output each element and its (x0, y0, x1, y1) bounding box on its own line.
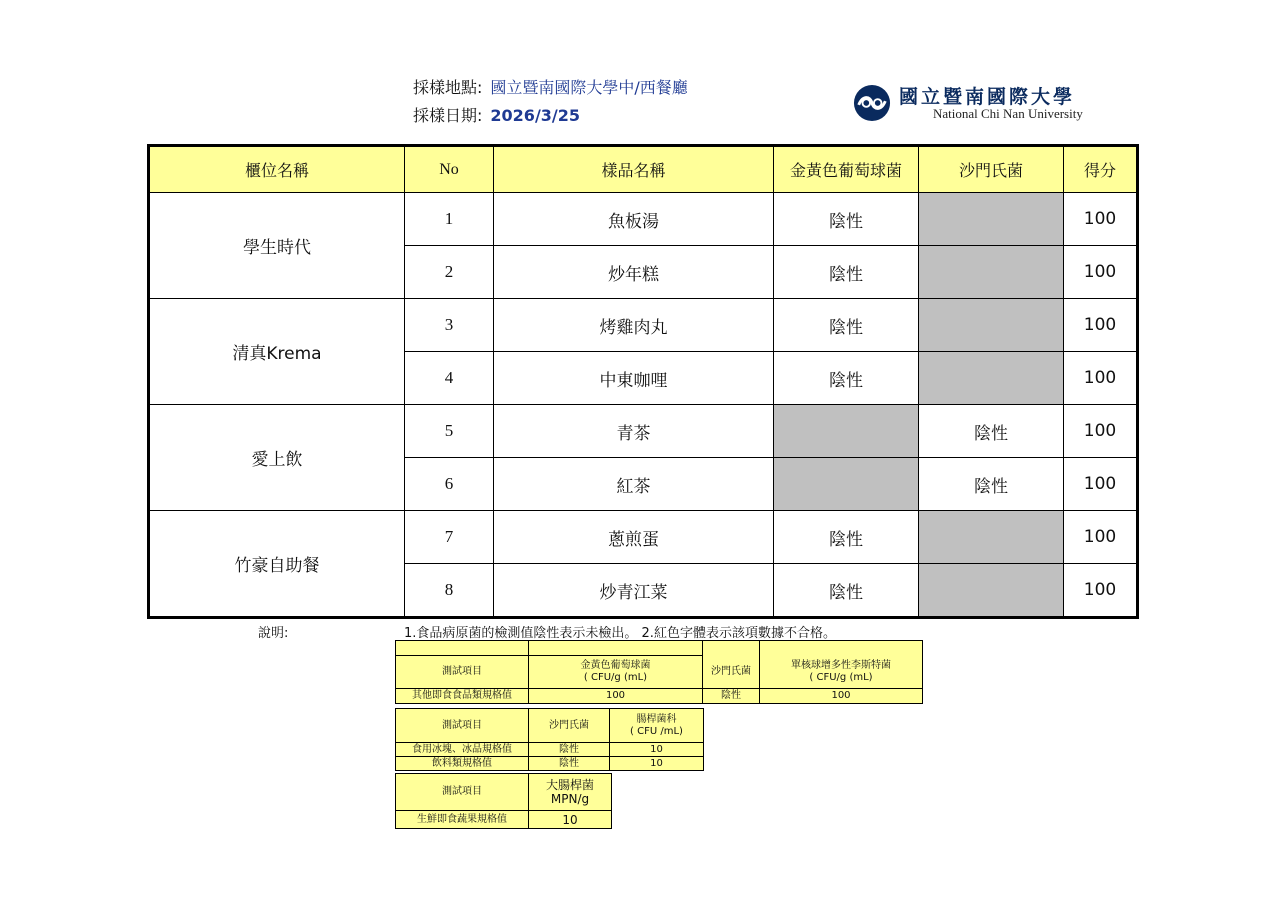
header-salmonella: 沙門氏菌 (919, 146, 1064, 193)
sample-no: 3 (405, 299, 494, 352)
salmonella-result: 陰性 (919, 405, 1064, 458)
sample-no: 1 (405, 193, 494, 246)
salmonella-result (919, 193, 1064, 246)
spec3-col-ecoli-unit: MPN/g (550, 792, 590, 806)
spec2-coliform-value: 10 (610, 743, 704, 757)
staph-result (774, 458, 919, 511)
spec1-staph-value: 100 (529, 689, 703, 704)
sample-no: 6 (405, 458, 494, 511)
spec1-blank (703, 641, 760, 656)
table-row (149, 299, 1138, 352)
spec1-row-label: 其他即食食品類規格值 (396, 689, 529, 704)
spec1-col-staph-unit: ( CFU/g (mL) (583, 672, 648, 683)
sampling-location (413, 75, 688, 98)
spec1-col-listeria-name: 單核球增多性李斯特菌 (791, 659, 891, 671)
sample-no: 7 (405, 511, 494, 564)
spec2-col-coliform-name: 腸桿菌科 (636, 713, 677, 725)
spec1-listeria-value: 100 (760, 689, 923, 704)
spec2-salmonella-value: 陰性 (529, 743, 610, 757)
salmonella-result (919, 564, 1064, 618)
score: 100 (1064, 246, 1138, 299)
sample-name: 紅茶 (494, 458, 774, 511)
spec3-value-row (396, 811, 612, 829)
salmonella-result (919, 246, 1064, 299)
spec3-header-row (396, 774, 612, 811)
sampling-location-label: 採樣地點: (413, 78, 483, 97)
sample-no: 2 (405, 246, 494, 299)
salmonella-result: 陰性 (919, 458, 1064, 511)
staph-result: 陰性 (774, 511, 919, 564)
sample-no: 5 (405, 405, 494, 458)
staph-result: 陰性 (774, 246, 919, 299)
sample-name: 烤雞肉丸 (494, 299, 774, 352)
staph-result: 陰性 (774, 352, 919, 405)
header-stall: 櫃位名稱 (149, 146, 405, 193)
spec1-value-row (396, 689, 923, 704)
spec1-col-staph (529, 656, 703, 689)
university-name-en: National Chi Nan University (933, 106, 1083, 121)
spec2-salmonella-value: 陰性 (529, 757, 610, 771)
university-name-cn: 國立暨南國際大學 (899, 86, 1076, 108)
spec3-col-ecoli (529, 774, 612, 811)
stall-name: 學生時代 (149, 193, 405, 299)
stall-name: 愛上飲 (149, 405, 405, 511)
spec3-test-item: 測試項目 (396, 774, 529, 811)
staph-result: 陰性 (774, 193, 919, 246)
spec2-row-label: 飲料類規格值 (396, 757, 529, 771)
sample-name: 蔥煎蛋 (494, 511, 774, 564)
salmonella-result (919, 352, 1064, 405)
score: 100 (1064, 564, 1138, 618)
staph-result (774, 405, 919, 458)
spec1-salmonella-value: 陰性 (703, 689, 760, 704)
spec1-top-row (396, 641, 923, 656)
spec-table-ice-beverage (395, 708, 704, 771)
spec1-col-salmonella: 沙門氏菌 (703, 656, 760, 689)
spec2-col-coliform-unit: ( CFU /mL) (630, 725, 683, 737)
header-sample: 樣品名稱 (494, 146, 774, 193)
spec1-col-staph-name: 金黃色葡萄球菌 (580, 660, 651, 671)
university-emblem-icon (853, 84, 891, 122)
spec2-col-salmonella: 沙門氏菌 (529, 709, 610, 743)
spec1-col-listeria (760, 656, 923, 689)
staph-result: 陰性 (774, 299, 919, 352)
sampling-date-label: 採樣日期: (413, 106, 483, 125)
results-table (147, 144, 1139, 619)
sample-name: 中東咖哩 (494, 352, 774, 405)
sample-name: 魚板湯 (494, 193, 774, 246)
spec1-blank (760, 641, 923, 656)
table-row (396, 743, 704, 757)
spec2-header-row (396, 709, 704, 743)
salmonella-result (919, 511, 1064, 564)
sample-no: 4 (405, 352, 494, 405)
score: 100 (1064, 352, 1138, 405)
spec2-row-label: 食用冰塊、冰品規格值 (396, 743, 529, 757)
spec2-coliform-value: 10 (610, 757, 704, 771)
spec1-header-row (396, 656, 923, 689)
salmonella-result (919, 299, 1064, 352)
stall-name: 竹豪自助餐 (149, 511, 405, 618)
sample-name: 炒年糕 (494, 246, 774, 299)
stall-name: 清真Krema (149, 299, 405, 405)
table-row (149, 193, 1138, 246)
note-text: 1.食品病原菌的檢測值陰性表示未檢出。 2.紅色字體表示該項數據不合格。 (404, 626, 836, 641)
spec-table-ready-to-eat (395, 640, 923, 704)
header-no: No (405, 146, 494, 193)
sampling-location-value: 國立暨南國際大學中/西餐廳 (490, 78, 688, 97)
header-staph: 金黃色葡萄球菌 (774, 146, 919, 193)
spec1-blank (396, 641, 529, 656)
spec2-col-coliform (610, 709, 704, 743)
score: 100 (1064, 405, 1138, 458)
score: 100 (1064, 299, 1138, 352)
results-header-row (149, 146, 1138, 193)
spec2-test-item: 測試項目 (396, 709, 529, 743)
spec1-blank (529, 641, 703, 656)
spec1-test-item: 測試項目 (396, 656, 529, 689)
sample-no: 8 (405, 564, 494, 618)
university-logo (853, 82, 1103, 124)
sample-name: 青茶 (494, 405, 774, 458)
spec3-col-ecoli-name: 大腸桿菌 (545, 778, 594, 792)
spec1-col-listeria-unit: ( CFU/g (mL) (809, 671, 873, 683)
score: 100 (1064, 193, 1138, 246)
spec3-row-label: 生鮮即食蔬果規格值 (396, 811, 529, 829)
spec-table-fresh-produce (395, 773, 612, 829)
staph-result: 陰性 (774, 564, 919, 618)
table-row (149, 405, 1138, 458)
table-row (149, 511, 1138, 564)
spec3-ecoli-value: 10 (529, 811, 612, 829)
table-row (396, 757, 704, 771)
sample-name: 炒青江菜 (494, 564, 774, 618)
header-score: 得分 (1064, 146, 1138, 193)
score: 100 (1064, 458, 1138, 511)
sampling-date (413, 103, 580, 126)
note-label: 說明: (258, 626, 289, 641)
sampling-date-value: 2026/3/25 (490, 106, 581, 125)
score: 100 (1064, 511, 1138, 564)
